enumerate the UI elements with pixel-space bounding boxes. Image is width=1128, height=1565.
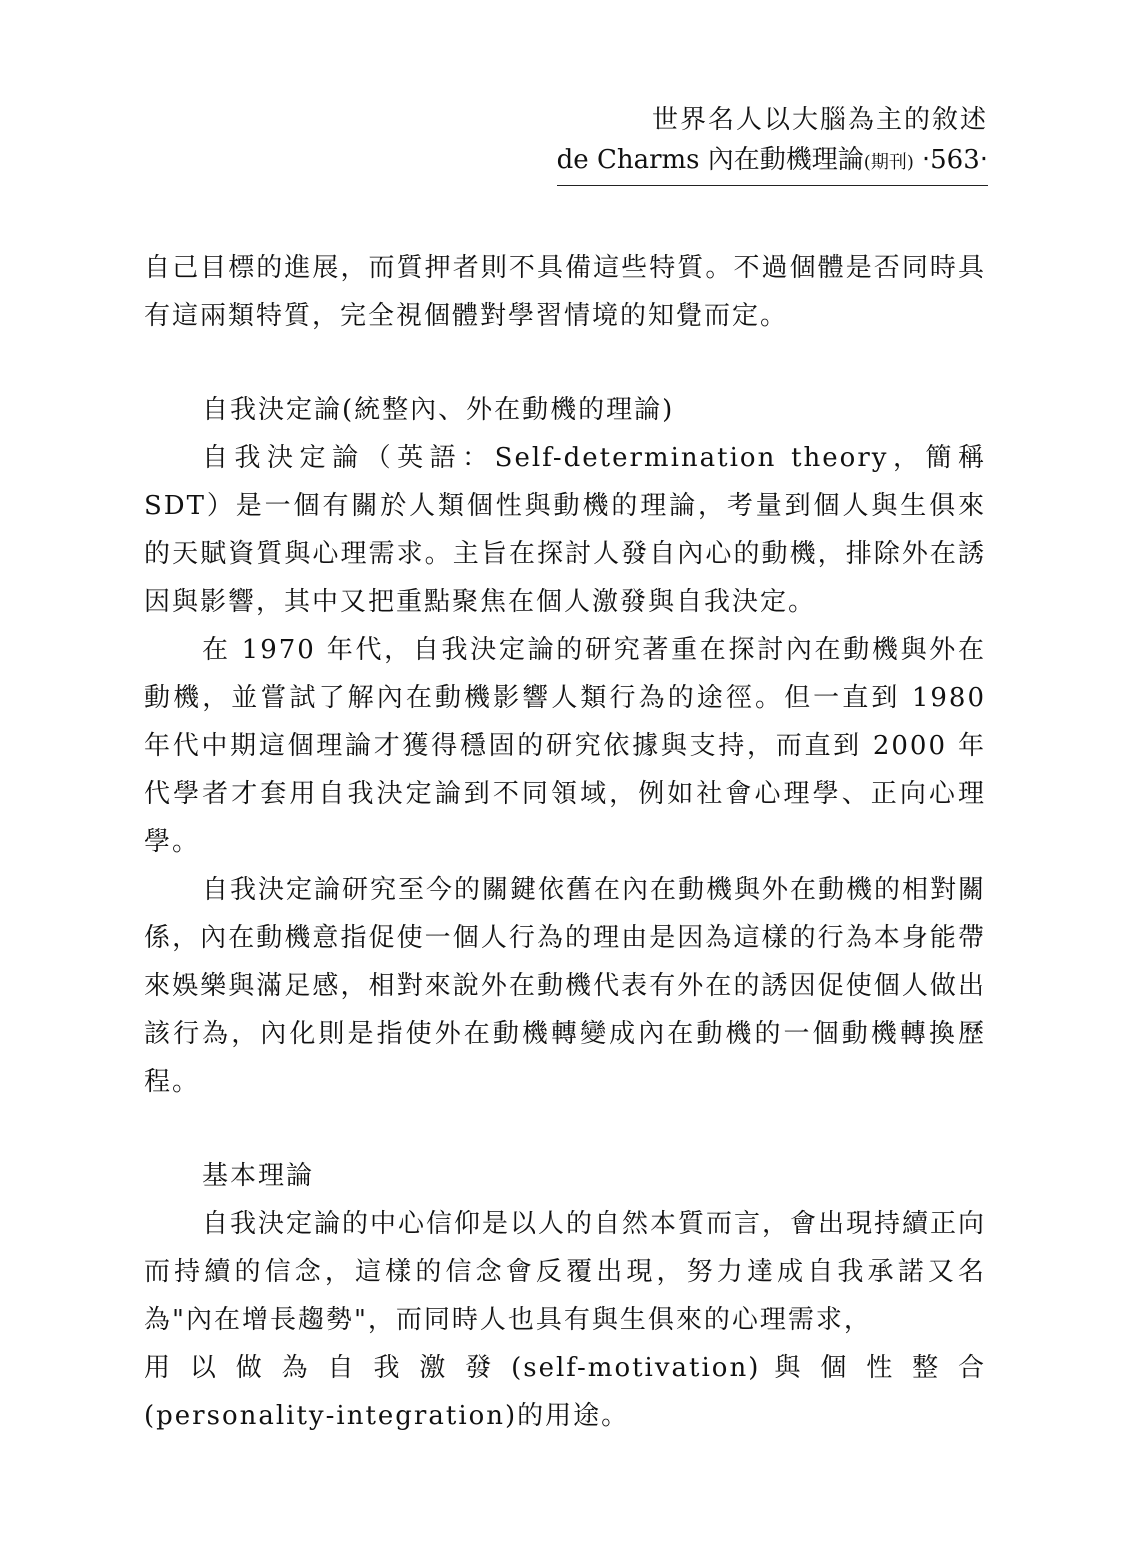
intro-paragraph: 自己目標的進展，而質押者則不具備這些特質。不過個體是否同時具有這兩類特質，完全視個體對學習情境的知覺而定。 [144,253,986,331]
paragraph-basic-theory: 自我決定論的中心信仰是以人的自然本質而言，會出現持續正向而持續的信念，這樣的信念會反覆出現，努力達成自我承諾又名為"內在增長趨勢"，而同時人也具有與生俱來的心理需求， [144,1209,987,1335]
paragraph-basic-theory-end: (personality-integration)的用途。 [144,1401,630,1431]
header-subtitle [557,140,988,186]
section-sdt [144,386,986,1106]
page-number: ‧563‧ [921,145,988,175]
paragraph-basic-theory-line: 用 以 做 為 自 我 激 發 (self-motivation) 與 個 性 整 合 [144,1353,986,1383]
running-header [557,100,988,186]
paragraph-sdt-definition: 自我決定論（英語：Self-determination theory，簡稱 SDT）是一個有關於人類個性與動機的理論，考量到個人與生俱來的天賦資質與心理需求。主旨在探討人發自內心的動機，排除外在誘因與影響，其中又把重點聚焦在個人激發與自我決定。 [144,443,986,617]
section-heading-sdt: 自我決定論(統整內、外在動機的理論) [202,395,675,425]
paragraph-intrinsic-extrinsic: 自我決定論研究至今的關鍵依舊在內在動機與外在動機的相對關係，內在動機意指促使一個人行為的理由是因為這樣的行為本身能帶來娛樂與滿足感，相對來說外在動機代表有外在的誘因促使個人做出該行為，內化則是指使外在動機轉變成內在動機的一個動機轉換歷程。 [144,875,987,1097]
section-heading-basic-theory: 基本理論 [202,1161,315,1191]
intro-paragraph-block [144,244,986,340]
paragraph-sdt-history: 在 1970 年代，自我決定論的研究著重在探討內在動機與外在動機，並嘗試了解內在動機影響人類行為的途徑。但一直到 1980 年代中期這個理論才獲得穩固的研究依據與支持，而直到 2000 年代學者才套用自我決定論到不同領域，例如社會心理學、正向心理學。 [144,635,986,857]
header-title: 世界名人以大腦為主的敘述 [651,105,988,135]
header-article-title: de Charms 內在動機理論 [556,145,864,175]
section-basic-theory [144,1152,986,1440]
header-article-type: (期刊) [863,152,914,173]
